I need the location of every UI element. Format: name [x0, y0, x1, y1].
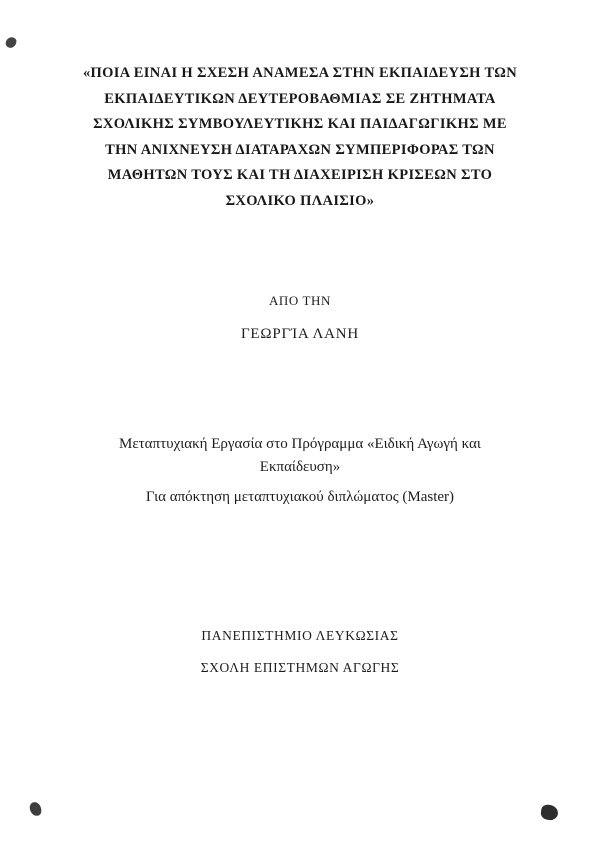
author-byline: ΑΠΟ ΤΗΝ — [268, 293, 332, 308]
degree-purpose: Για απόκτηση μεταπτυχιακού διπλώματος (Master) — [145, 489, 455, 505]
scan-artifact-bottom-left — [29, 801, 43, 817]
thesis-title-line: ΣΧΟΛΙΚΟ ΠΛΑΙΣΙΟ» — [225, 192, 375, 209]
thesis-title-line: ΕΚΠΑΙΔΕΥΤΙΚΩΝ ΔΕΥΤΕΡΟΒΑΘΜΙΑΣ ΣΕ ΖΗΤΗΜΑΤΑ — [104, 90, 496, 107]
thesis-title — [0, 61, 600, 214]
program-line: Εκπαίδευση» — [259, 459, 341, 475]
program-line: Μεταπτυχιακή Εργασία στο Πρόγραμμα «Ειδική Αγωγή και — [119, 436, 481, 452]
school-name: ΣΧΟΛΗ ΕΠΙΣΤΗΜΩΝ ΑΓΩΓΗΣ — [200, 660, 400, 675]
thesis-title-line: ΜΑΘΗΤΩΝ ΤΟΥΣ ΚΑΙ ΤΗ ΔΙΑΧΕΙΡΙΣΗ ΚΡΙΣΕΩΝ ΣΤΟ — [107, 167, 493, 183]
thesis-title-line: ΤΗΝ ΑΝΙΧΝΕΥΣΗ ΔΙΑΤΑΡΑΧΩΝ ΣΥΜΠΕΡΙΦΟΡΑΣ ΤΩΝ — [105, 141, 495, 158]
thesis-title-line: ΣΧΟΛΙΚΗΣ ΣΥΜΒΟΥΛΕΥΤΙΚΗΣ ΚΑΙ ΠΑΙΔΑΓΩΓΙΚΗΣ ΜΕ — [93, 116, 507, 132]
scan-artifact-top-left — [4, 35, 18, 49]
thesis-title-line: «ΠΟΙΑ ΕΙΝΑΙ Η ΣΧΕΣΗ ΑΝΑΜΕΣΑ ΣΤΗΝ ΕΚΠΑΙΔΕΥΣΗ ΤΩΝ — [82, 65, 518, 81]
university-name: ΠΑΝΕΠΙΣΤΗΜΙΟ ΛΕΥΚΩΣΙΑΣ — [201, 628, 399, 643]
program-description — [0, 433, 600, 479]
author-name: ΓΕΩΡΓΊΑ ΛΑΝΗ — [240, 326, 360, 342]
scan-artifact-bottom-right — [540, 804, 559, 821]
